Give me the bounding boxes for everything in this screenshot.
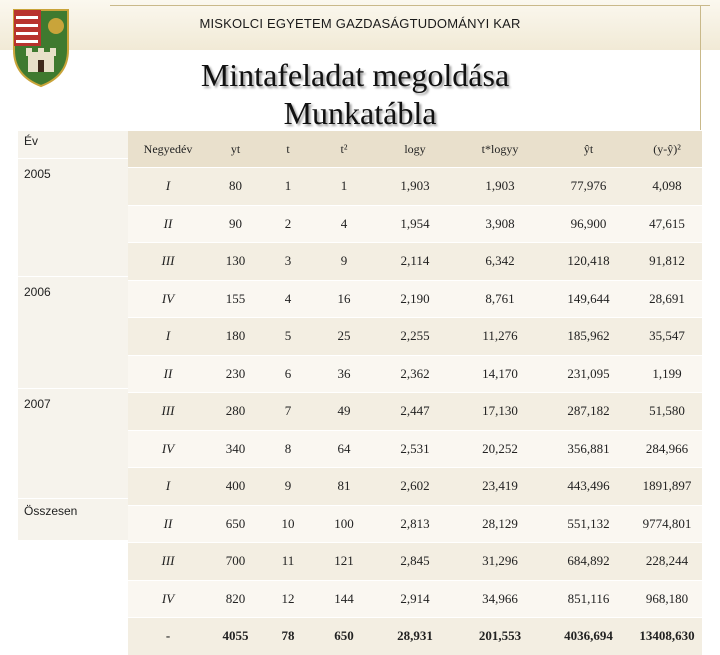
table-header-row [128, 131, 702, 168]
cell-y-hat: 120,418 [545, 243, 632, 281]
cell-t-squared: 144 [313, 580, 375, 618]
column-header-quarter: Negyedév [128, 131, 208, 168]
cell-t-squared: 49 [313, 393, 375, 431]
cell-logy: 2,813 [375, 505, 455, 543]
column-header-squared-residual: (y-ŷ)² [632, 131, 702, 168]
cell-squared-residual: 4,098 [632, 168, 702, 206]
cell-quarter: I [128, 168, 208, 206]
cell-t-squared: 121 [313, 543, 375, 581]
cell-yt: 340 [208, 430, 263, 468]
cell-quarter: II [128, 355, 208, 393]
cell-y-hat: 149,644 [545, 280, 632, 318]
cell-t-squared: 1 [313, 168, 375, 206]
column-header-yt: yt [208, 131, 263, 168]
total-yt: 4055 [208, 618, 263, 655]
cell-yt: 280 [208, 393, 263, 431]
cell-logy: 2,255 [375, 318, 455, 356]
total-quarter: - [128, 618, 208, 655]
cell-quarter: IV [128, 280, 208, 318]
cell-logy: 1,903 [375, 168, 455, 206]
cell-t-logy: 14,170 [455, 355, 545, 393]
cell-y-hat: 287,182 [545, 393, 632, 431]
cell-t-squared: 9 [313, 243, 375, 281]
cell-logy: 2,362 [375, 355, 455, 393]
total-t-logy: 201,553 [455, 618, 545, 655]
page-title: Mintafeladat megoldása [200, 57, 510, 93]
cell-y-hat: 96,900 [545, 205, 632, 243]
cell-squared-residual: 9774,801 [632, 505, 702, 543]
column-header-logy: logy [375, 131, 455, 168]
cell-squared-residual: 91,812 [632, 243, 702, 281]
cell-yt: 180 [208, 318, 263, 356]
cell-quarter: II [128, 205, 208, 243]
table-row [128, 543, 702, 581]
cell-t: 3 [263, 243, 313, 281]
table-row [128, 280, 702, 318]
cell-squared-residual: 1891,897 [632, 468, 702, 506]
cell-yt: 230 [208, 355, 263, 393]
cell-squared-residual: 28,691 [632, 280, 702, 318]
cell-t-logy: 3,908 [455, 205, 545, 243]
column-header-t-logy: t*logyy [455, 131, 545, 168]
cell-t-logy: 8,761 [455, 280, 545, 318]
cell-squared-residual: 1,199 [632, 355, 702, 393]
total-t: 78 [263, 618, 313, 655]
table-row [128, 205, 702, 243]
cell-quarter: I [128, 318, 208, 356]
cell-t: 9 [263, 468, 313, 506]
table-total-row [128, 618, 702, 655]
total-squared-residual: 13408,630 [632, 618, 702, 655]
cell-quarter: III [128, 243, 208, 281]
cell-y-hat: 851,116 [545, 580, 632, 618]
cell-y-hat: 185,962 [545, 318, 632, 356]
cell-t-squared: 16 [313, 280, 375, 318]
cell-squared-residual: 35,547 [632, 318, 702, 356]
cell-yt: 650 [208, 505, 263, 543]
total-y-hat: 4036,694 [545, 618, 632, 655]
table-row [128, 505, 702, 543]
year-total: Összesen [18, 498, 128, 540]
year-2005: 2005 [18, 158, 128, 276]
cell-logy: 2,845 [375, 543, 455, 581]
cell-t: 7 [263, 393, 313, 431]
cell-t-logy: 34,966 [455, 580, 545, 618]
cell-logy: 2,114 [375, 243, 455, 281]
cell-t: 8 [263, 430, 313, 468]
column-header-y-hat: ŷt [545, 131, 632, 168]
table-row [128, 318, 702, 356]
year-2007: 2007 [18, 388, 128, 498]
cell-y-hat: 77,976 [545, 168, 632, 206]
cell-t: 4 [263, 280, 313, 318]
cell-y-hat: 443,496 [545, 468, 632, 506]
table-row [128, 580, 702, 618]
cell-t-squared: 81 [313, 468, 375, 506]
cell-t: 11 [263, 543, 313, 581]
cell-yt: 820 [208, 580, 263, 618]
cell-quarter: IV [128, 430, 208, 468]
cell-y-hat: 356,881 [545, 430, 632, 468]
cell-y-hat: 231,095 [545, 355, 632, 393]
cell-t: 2 [263, 205, 313, 243]
cell-quarter: IV [128, 580, 208, 618]
institution-name: MISKOLCI EGYETEM GAZDASÁGTUDOMÁNYI KAR [199, 16, 521, 31]
column-header-t-squared: t² [313, 131, 375, 168]
cell-quarter: II [128, 505, 208, 543]
table-row [128, 468, 702, 506]
work-table [128, 130, 702, 655]
frame-line-top [110, 5, 710, 6]
cell-t-logy: 28,129 [455, 505, 545, 543]
year-header: Év [18, 130, 128, 158]
table-row [128, 393, 702, 431]
cell-t-logy: 31,296 [455, 543, 545, 581]
cell-logy: 2,914 [375, 580, 455, 618]
table-row [128, 243, 702, 281]
cell-yt: 90 [208, 205, 263, 243]
total-t-squared: 650 [313, 618, 375, 655]
cell-yt: 80 [208, 168, 263, 206]
year-column [18, 130, 128, 540]
cell-t-logy: 17,130 [455, 393, 545, 431]
cell-quarter: I [128, 468, 208, 506]
column-header-t: t [263, 131, 313, 168]
cell-quarter: III [128, 393, 208, 431]
cell-quarter: III [128, 543, 208, 581]
cell-t-squared: 64 [313, 430, 375, 468]
cell-t-squared: 36 [313, 355, 375, 393]
cell-t: 10 [263, 505, 313, 543]
table-body [128, 168, 702, 655]
cell-yt: 700 [208, 543, 263, 581]
cell-t: 12 [263, 580, 313, 618]
page-subtitle: Munkatábla [283, 95, 437, 131]
cell-yt: 400 [208, 468, 263, 506]
cell-yt: 130 [208, 243, 263, 281]
cell-t-squared: 25 [313, 318, 375, 356]
year-2006: 2006 [18, 276, 128, 388]
table-row [128, 355, 702, 393]
cell-logy: 2,531 [375, 430, 455, 468]
cell-t-logy: 20,252 [455, 430, 545, 468]
cell-squared-residual: 228,244 [632, 543, 702, 581]
cell-y-hat: 551,132 [545, 505, 632, 543]
cell-t-squared: 4 [313, 205, 375, 243]
cell-t-logy: 6,342 [455, 243, 545, 281]
cell-logy: 2,602 [375, 468, 455, 506]
cell-logy: 1,954 [375, 205, 455, 243]
cell-t: 1 [263, 168, 313, 206]
table-row [128, 168, 702, 206]
cell-logy: 2,190 [375, 280, 455, 318]
cell-squared-residual: 968,180 [632, 580, 702, 618]
cell-t-logy: 23,419 [455, 468, 545, 506]
cell-y-hat: 684,892 [545, 543, 632, 581]
table-row [128, 430, 702, 468]
cell-yt: 155 [208, 280, 263, 318]
cell-logy: 2,447 [375, 393, 455, 431]
total-logy: 28,931 [375, 618, 455, 655]
cell-t-logy: 1,903 [455, 168, 545, 206]
cell-t-logy: 11,276 [455, 318, 545, 356]
cell-t-squared: 100 [313, 505, 375, 543]
cell-squared-residual: 47,615 [632, 205, 702, 243]
cell-t: 5 [263, 318, 313, 356]
cell-squared-residual: 284,966 [632, 430, 702, 468]
cell-t: 6 [263, 355, 313, 393]
cell-squared-residual: 51,580 [632, 393, 702, 431]
